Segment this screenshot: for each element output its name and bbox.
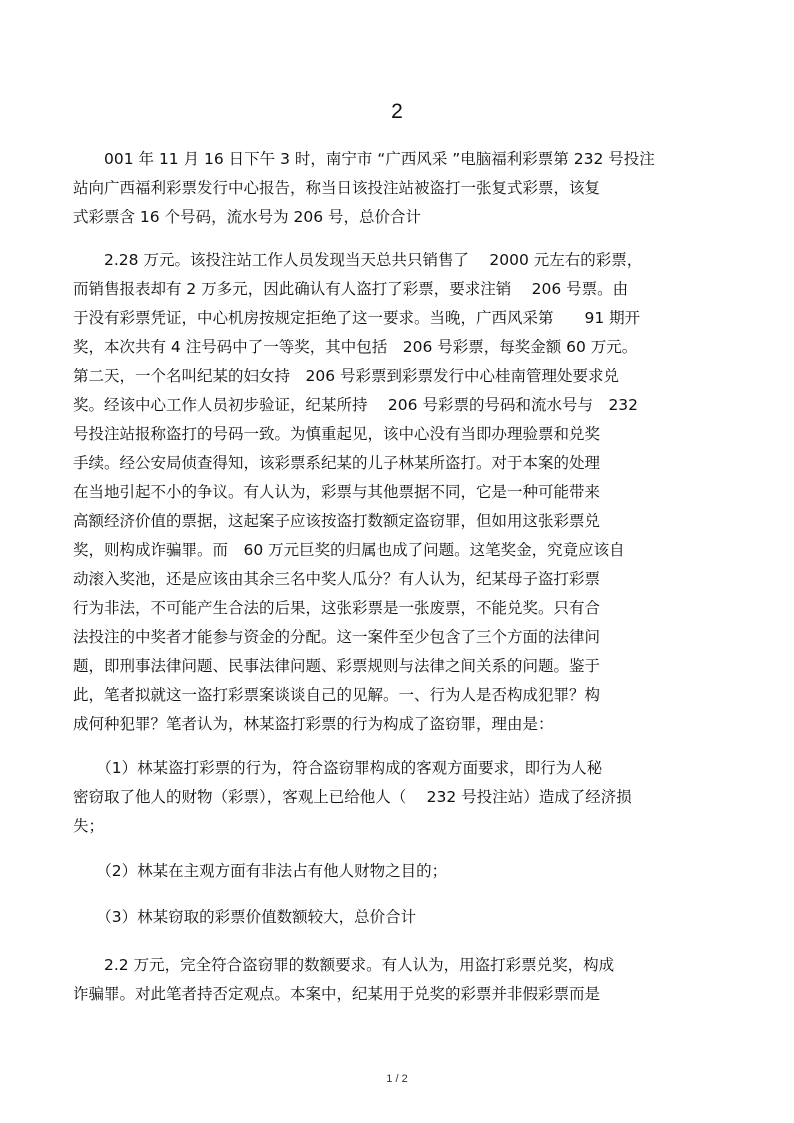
text-line: 手续。经公安局侦查得知，该彩票系纪某的儿子林某所盗打。对于本案的处理 bbox=[73, 454, 601, 472]
text-line: 密窃取了他人的财物（彩票），客观上已给他人（ 232 号投注站）造成了经济损 bbox=[73, 788, 632, 806]
text-line: 于没有彩票凭证，中心机房按规定拒绝了这一要求。当晚，广西风采第 91 期开 bbox=[73, 309, 641, 327]
text-line: 001 年 11 月 16 日下午 3 时，南宁市 “广西风采 ”电脑福利彩票第 232 号投注 bbox=[73, 150, 655, 168]
paragraph-4 bbox=[73, 857, 723, 886]
text-line: 站向广西福利彩票发行中心报告，称当日该投注站被盗打一张复式彩票，该复 bbox=[73, 179, 601, 197]
text-line: 第二天，一个名叫纪某的妇女持 206 号彩票到彩票发行中心桂南管理处要求兑 bbox=[73, 367, 620, 385]
paragraph-6 bbox=[73, 951, 723, 1009]
text-line: 奖。经该中心工作人员初步验证，纪某所持 206 号彩票的号码和流水号与 232 bbox=[73, 396, 639, 414]
text-line: （2）林某在主观方面有非法占有他人财物之目的； bbox=[73, 862, 448, 880]
text-line: 奖，则构成诈骗罪。而 60 万元巨奖的归属也成了问题。这笔奖金，究竟应该自 bbox=[73, 541, 625, 559]
text-line: 动滚入奖池，还是应该由其余三名中奖人瓜分？有人认为，纪某母子盗打彩票 bbox=[73, 570, 601, 588]
page-heading: 2 bbox=[391, 100, 403, 123]
paragraph-3 bbox=[73, 754, 723, 841]
text-line: 号投注站报称盗打的号码一致。为慎重起见，该中心没有当即办理验票和兑奖 bbox=[73, 425, 601, 443]
text-line: 行为非法，不可能产生合法的后果，这张彩票是一张废票，不能兑奖。只有合 bbox=[73, 599, 601, 617]
text-line: 失； bbox=[73, 817, 105, 835]
text-line: （3）林某窃取的彩票价值数额较大，总价合计 bbox=[73, 908, 417, 926]
text-line: （1）林某盗打彩票的行为，符合盗窃罪构成的客观方面要求，即行为人秘 bbox=[73, 759, 603, 777]
text-line: 此，笔者拟就这一盗打彩票案谈谈自己的见解。一、行为人是否构成犯罪？构 bbox=[73, 686, 601, 704]
text-line: 式彩票含 16 个号码，流水号为 206 号，总价合计 bbox=[73, 208, 422, 226]
text-line: 高额经济价值的票据，这起案子应该按盗打数额定盗窃罪，但如用这张彩票兑 bbox=[73, 512, 601, 530]
text-line: 法投注的中奖者才能参与资金的分配。这一案件至少包含了三个方面的法律问 bbox=[73, 628, 601, 646]
text-line: 诈骗罪。对此笔者持否定观点。本案中，纪某用于兑奖的彩票并非假彩票而是 bbox=[73, 985, 601, 1003]
text-line: 2.28 万元。该投注站工作人员发现当天总共只销售了 2000 元左右的彩票， bbox=[73, 251, 643, 269]
paragraph-1 bbox=[73, 145, 723, 232]
paragraph-2 bbox=[73, 246, 723, 739]
text-line: 而销售报表却有 2 万多元，因此确认有人盗打了彩票，要求注销 206 号票。由 bbox=[73, 280, 629, 298]
text-line: 成何种犯罪？笔者认为，林某盗打彩票的行为构成了盗窃罪，理由是： bbox=[73, 715, 554, 733]
page-number: 1 / 2 bbox=[386, 1073, 408, 1085]
text-line: 在当地引起不小的争议。有人认为，彩票与其他票据不同，它是一种可能带来 bbox=[73, 483, 601, 501]
paragraph-5 bbox=[73, 903, 723, 932]
text-line: 奖，本次共有 4 注号码中了一等奖，其中包括 206 号彩票，每奖金额 60 万元。 bbox=[73, 338, 638, 356]
text-line: 题，即刑事法律问题、民事法律问题、彩票规则与法律之间关系的问题。鉴于 bbox=[73, 657, 601, 675]
text-line: 2.2 万元，完全符合盗窃罪的数额要求。有人认为，用盗打彩票兑奖，构成 bbox=[73, 956, 615, 974]
